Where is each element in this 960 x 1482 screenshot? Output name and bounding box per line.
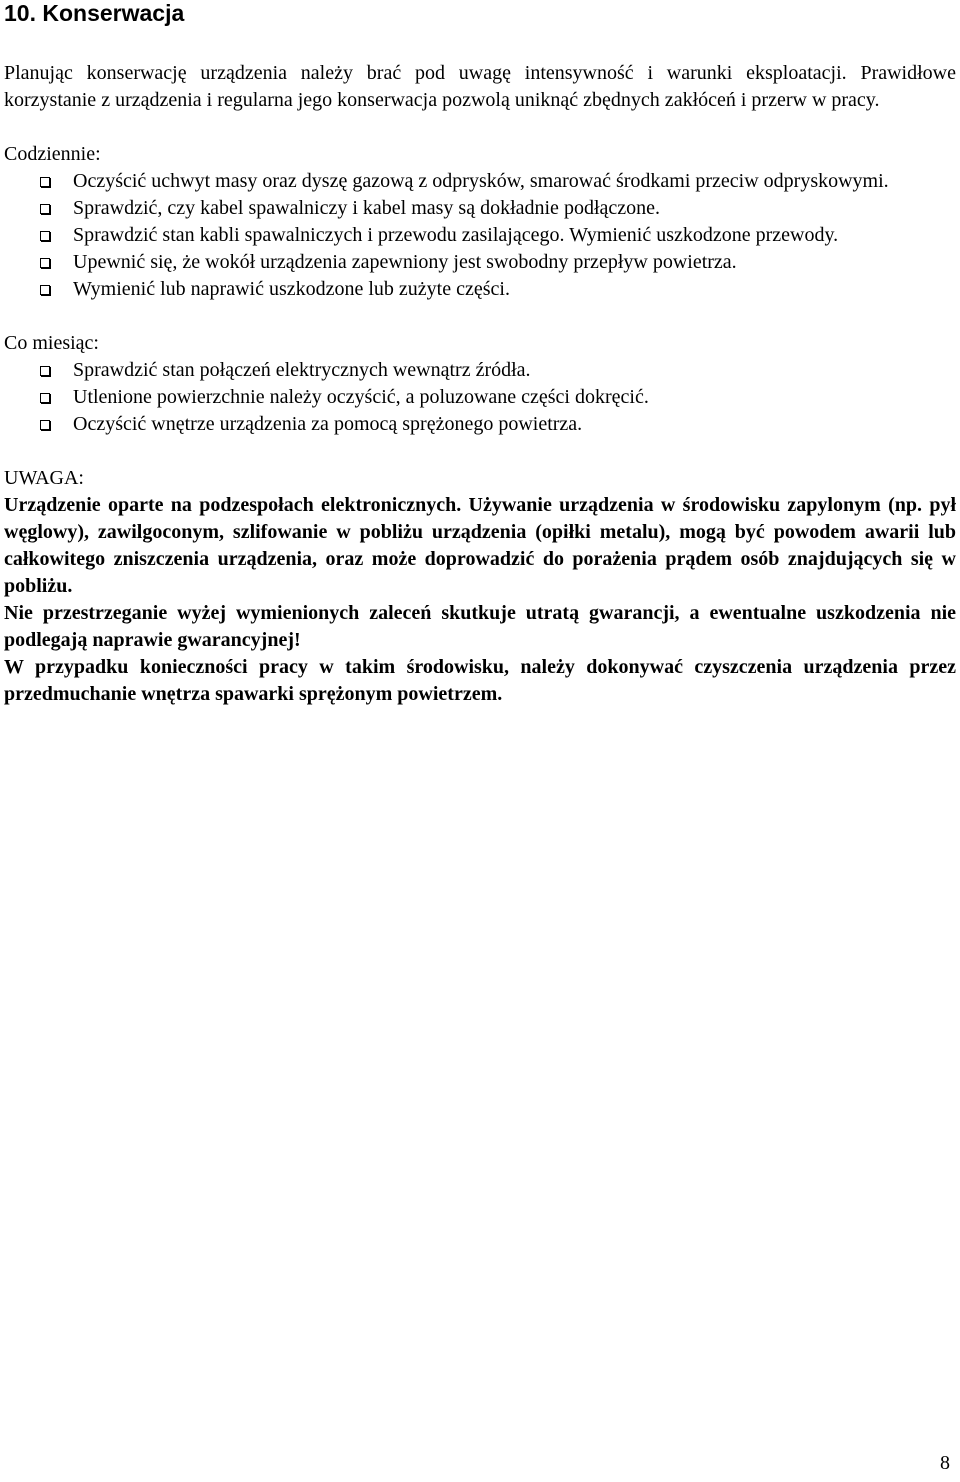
daily-heading: Codziennie: — [4, 143, 101, 165]
warning-block — [4, 492, 956, 708]
spacer — [4, 114, 956, 141]
list-item — [4, 384, 956, 411]
list-item-text: Wymienić lub naprawić uszkodzone lub zużyte części. — [73, 278, 510, 300]
list-item — [4, 249, 956, 276]
checkbox-square-icon — [40, 366, 50, 376]
warning-heading: UWAGA: — [4, 467, 84, 489]
daily-checklist — [4, 168, 956, 303]
spacer — [4, 303, 956, 330]
page-title: 10. Konserwacja — [4, 0, 185, 26]
list-item — [4, 411, 956, 438]
list-item — [4, 222, 956, 249]
warning-paragraph: W przypadku konieczności pracy w takim środowisku, należy dokonywać czyszczenia urządzenia przez przedmuchanie wnętrza spawarki sprężonym powietrzem. — [4, 656, 956, 705]
spacer — [4, 438, 956, 465]
list-item-text: Oczyścić wnętrze urządzenia za pomocą sprężonego powietrza. — [73, 413, 583, 435]
checkbox-square-icon — [40, 204, 50, 214]
document-body — [4, 60, 956, 708]
list-item — [4, 276, 956, 303]
list-item — [4, 195, 956, 222]
checkbox-square-icon — [40, 177, 50, 187]
checkbox-square-icon — [40, 231, 50, 241]
warning-paragraph: Nie przestrzeganie wyżej wymienionych zaleceń skutkuje utratą gwarancji, a ewentualne uszkodzenia nie podlegają naprawie gwarancyjnej! — [4, 602, 956, 651]
list-item-text: Sprawdzić stan połączeń elektrycznych wewnątrz źródła. — [73, 359, 531, 381]
warning-paragraph: Urządzenie oparte na podzespołach elektronicznych. Używanie urządzenia w środowisku zapylonym (np. pył węglowy), zawilgoconym, szlifowanie w pobliżu urządzenia (opiłki metalu), mogą być powodem awarii lub całkowitego zniszczenia urządzenia, oraz może doprowadzić do porażenia prądem osób znajdujących się w pobliżu. — [4, 494, 956, 597]
monthly-checklist — [4, 357, 956, 438]
intro-paragraph: Planując konserwację urządzenia należy brać pod uwagę intensywność i warunki eksploatacji. Prawidłowe korzystanie z urządzenia i regularna jego konserwacja pozwolą uniknąć zbędnych zakłóceń i przerw w pracy. — [4, 62, 956, 111]
page-number: 8 — [940, 1452, 950, 1474]
checkbox-square-icon — [40, 420, 50, 430]
list-item — [4, 168, 956, 195]
list-item-text: Utlenione powierzchnie należy oczyścić, a poluzowane części dokręcić. — [73, 386, 649, 408]
monthly-heading: Co miesiąc: — [4, 332, 99, 354]
checkbox-square-icon — [40, 258, 50, 268]
list-item-text: Upewnić się, że wokół urządzenia zapewniony jest swobodny przepływ powietrza. — [73, 251, 737, 273]
list-item-text: Sprawdzić, czy kabel spawalniczy i kabel masy są dokładnie podłączone. — [73, 197, 661, 219]
list-item — [4, 357, 956, 384]
list-item-text: Sprawdzić stan kabli spawalniczych i przewodu zasilającego. Wymienić uszkodzone przewody. — [73, 224, 839, 246]
checkbox-square-icon — [40, 393, 50, 403]
checkbox-square-icon — [40, 285, 50, 295]
list-item-text: Oczyścić uchwyt masy oraz dyszę gazową z odprysków, smarować środkami przeciw odpryskowymi. — [73, 170, 889, 192]
